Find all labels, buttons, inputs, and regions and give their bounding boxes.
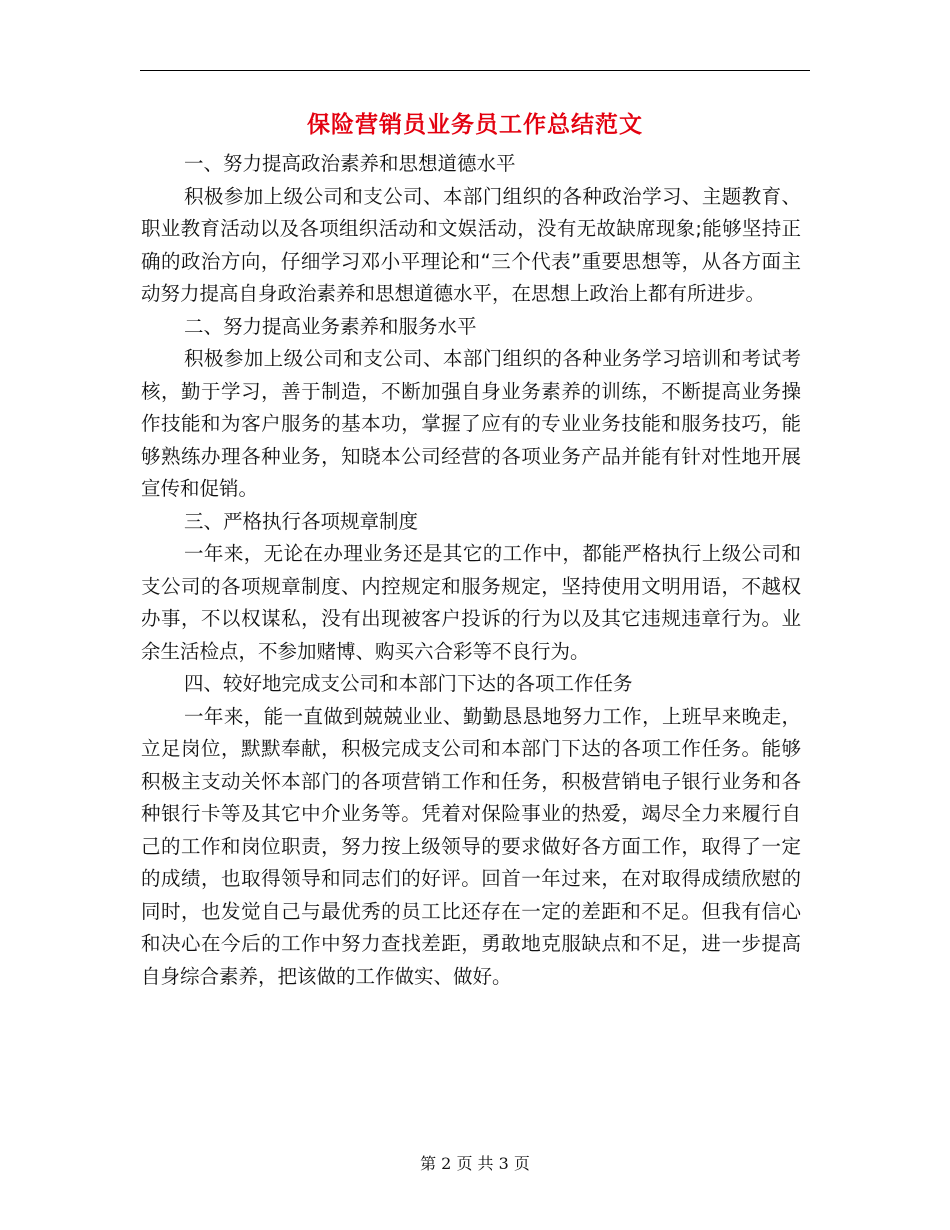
page-number-footer: 第 2 页 共 3 页 — [420, 1154, 530, 1173]
section-heading-3: 三、严格执行各项规章制度 — [184, 509, 419, 533]
section-paragraph-1: 积极参加上级公司和支公司、本部门组织的各种政治学习、主题教育、职业教育活动以及各项组织活动和文娱活动，没有无故缺席现象;能够坚持正确的政治方向，仔细学习邓小平理论和“三个代表”重要思想等，从各方面主动努力提高自身政治素养和思想道德水平，在思想上政治上都有所进步。 — [141, 184, 801, 305]
section-heading-4: 四、较好地完成支公司和本部门下达的各项工作任务 — [184, 672, 633, 695]
header-rule — [140, 70, 810, 71]
document-title: 保险营销员业务员工作总结范文 — [307, 112, 643, 138]
section-heading-1: 一、努力提高政治素养和思想道德水平 — [184, 152, 516, 175]
section-paragraph-3: 一年来，无论在办理业务还是其它的工作中，都能严格执行上级公司和支公司的各项规章制度、内控规定和服务规定，坚持使用文明用语，不越权办事，不以权谋私，没有出现被客户投诉的行为以及其它违规违章行为。业余生活检点，不参加赌博、购买六合彩等不良行为。 — [141, 542, 801, 663]
section-heading-2: 二、努力提高业务素养和服务水平 — [184, 314, 477, 338]
section-paragraph-4: 一年来，能一直做到兢兢业业、勤勤恳恳地努力工作，上班早来晚走，立足岗位，默默奉献，积极完成支公司和本部门下达的各项工作任务。能够积极主支动关怀本部门的各项营销工作和任务，积极营销电子银行业务和各种银行卡等及其它中介业务等。凭着对保险事业的热爱，竭尽全力来履行自己的工作和岗位职责，努力按上级领导的要求做好各方面工作，取得了一定的成绩，也取得领导和同志们的好评。回首一年过来，在对取得成绩欣慰的同时，也发觉自己与最优秀的员工比还存在一定的差距和不足。但我有信心和决心在今后的工作中努力查找差距，勇敢地克服缺点和不足，进一步提高自身综合素养，把该做的工作做实、做好。 — [141, 704, 801, 988]
document-body — [141, 148, 801, 993]
section-paragraph-2: 积极参加上级公司和支公司、本部门组织的各种业务学习培训和考试考核，勤于学习，善于制造，不断加强自身业务素养的训练，不断提高业务操作技能和为客户服务的基本功，掌握了应有的专业业务技能和服务技巧，能够熟练办理各种业务，知晓本公司经营的各项业务产品并能有针对性地开展宣传和促销。 — [141, 347, 801, 500]
